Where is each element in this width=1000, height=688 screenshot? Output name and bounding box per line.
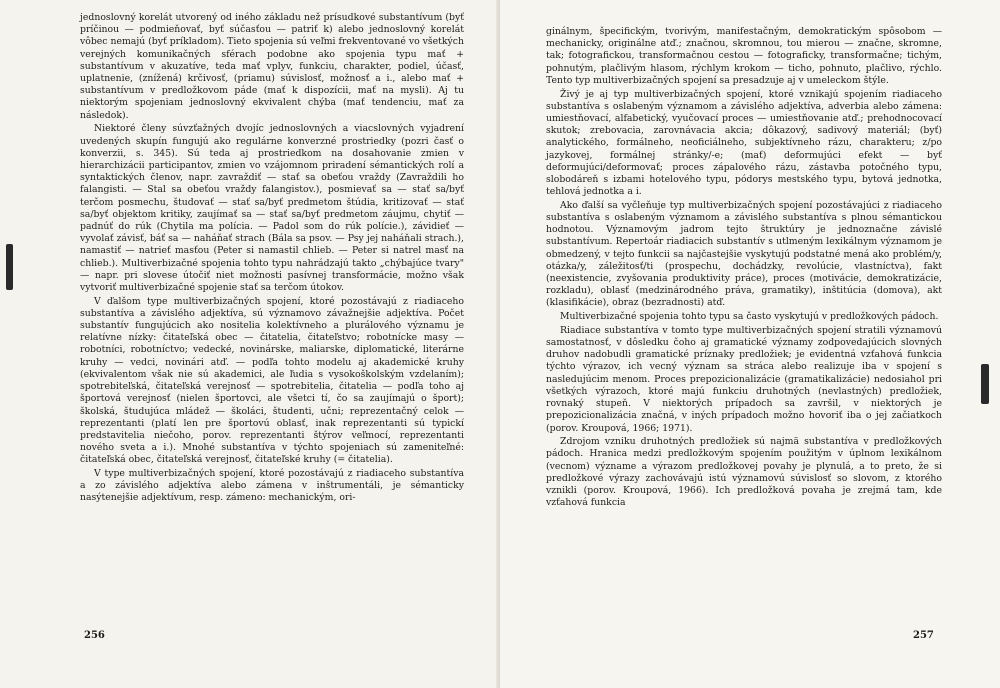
paragraph: Niektoré členy súvzťažných dvojíc jednoslovných a viacslovných vyjadrení uvedených skupín fungujú ako regulárne konverzné prostriedky (pozri časť o konverzii, s. 345). Sú teda aj prostriedkom na dosahovanie zmien v hierarchizácii participantov, zmien vo vzájomnom priradení sémantických rolí a syntaktických členov, napr. zavraždiť — stať sa obeťou vraždy (Zavraždili ho falangisti. — Stal sa obeťou vraždy falangistov.), posmievať sa — stať sa/byť terčom posmechu, študovať — stať sa/byť predmetom štúdia, kritizovať — stať sa/byť objektom kritiky, zaujímať sa — stať sa/byť predmetom záujmu, chytiť — padnúť do rúk (Chytila ma polícia. — Padol som do rúk polície.), závidieť — vyvolať závisť, báť sa — naháňať strach (Bála sa psov. — Psy jej naháňali strach.), namastiť — natrieť masťou (Peter si namastil chlieb. — Peter si natrel masť na chlieb.). Multiverbizačné spojenia tohto typu nahrádzajú takto „chýbajúce tvary" — napr. pri slovese útočiť niet možnosti pasívnej transformácie, možno však vytvoriť multiverbizačné spojenie stať sa terčom útokov. (80, 123, 464, 293)
paragraph: Živý je aj typ multiverbizačných spojení, ktoré vznikajú spojením riadiaceho substantíva s oslabeným významom a závislého adjektíva, adverbia alebo zámena: umiestňovací, alfabetický, vyučovací proces — umiestňovanie atď.; prehodnocovací skutok; zrebovacia, zarovnávacia akcia; dôkazový, sadivový materiál; (byť) analytického, formálneho, neoficiálneho, subjektívneho rázu, charakteru; z/po jazykovej, formálnej stránky/-e; (mať) deformujúci efekt — byť deformujúci/deformovať; proces zápalového rázu, zástavba potočného typu, slobodáreň s izbami hotelového typu, pódorys mestského typu, bytová jednotka, tehlová jednotka a i. (546, 88, 942, 198)
page-number: 256 (84, 630, 105, 641)
paragraph: V type multiverbizačných spojení, ktoré pozostávajú z riadiaceho substantíva a zo závislého adjektíva alebo zámena v inštrumentáli, je sémanticky nasýtenejšie adjektívum, resp. zámeno: mechanickým, ori- (80, 468, 464, 504)
page-number: 257 (913, 630, 934, 641)
right-page-text (546, 26, 942, 511)
scan-artifact (981, 364, 989, 404)
paragraph: ginálnym, špecifickým, tvorivým, manifestačným, demokratickým spôsobom — mechanicky, originálne atď.; značnou, skromnou, tou mierou — značne, skromne, tak; fotografickou, transformačnou cestou — fotograficky, transformačne; tichým, pohnutým, plačlivým hlasom, rýchlym krokom — ticho, pohnuto, plačlivo, rýchlo. Tento typ multiverbizačných spojení sa presadzuje aj v umeleckom štýle. (546, 26, 942, 86)
paragraph: Riadiace substantíva v tomto type multiverbizačných spojení stratili významovú samostatnosť, v dôsledku čoho aj gramatické významy zodpovedajúcich slovných druhov nadobudli gramatické príznaky predložiek; je evidentná vzťahová funkcia týchto výrazov, ich vecný význam sa stráca alebo realizuje iba v spojení s nasledujúcim menom. Proces prepozicionalizácie (gramatikalizácie) nedosiahol pri všetkých výrazoch, ktoré majú funkciu druhotných (nevlastných) predložiek, rovnaký stupeň. V niektorých prípadoch sa završil, v niektorých je prepozicionalizácia značná, v iných prípadoch možno hovoriť iba o jej začiatkoch (porov. Kroupová, 1966; 1971). (546, 324, 942, 434)
paragraph: Zdrojom vzniku druhotných predložiek sú najmä substantíva v predložkových pádoch. Hranica medzi predložkovým spojením použitým v úplnom lexikálnom (vecnom) význame a výrazom predložkovej povahy je plynulá, a to preto, že si predložkové výrazy zachovávajú istú významovú súvislosť so slovom, z ktorého vznikli (porov. Kroupová, 1966). Ich predložková povaha je zrejmá tam, kde vzťahová funkcia (546, 436, 942, 509)
scan-artifact (6, 244, 13, 290)
paragraph: Ako ďalší sa vyčleňuje typ multiverbizačných spojení pozostávajúci z riadiaceho substantíva s oslabeným významom a závislého substantíva s plnou sémantickou hodnotou. Významovým jadrom tejto štruktúry je jednoznačne závislé substantívum. Repertoár riadiacich substantív s utlmeným lexikálnym významom je obmedzený, v tejto funkcii sa najčastejšie vyskytujú podstatné mená ako problém/y, otázka/y, záležitosť/ti (prospechu, dochádzky, revolúcie, vlastníctva), fakt (neexistencie, zvyšovania produktivity práce), proces (motivácie, demokratizácie, rozkladu), oblasť (medzinárodného práva, gramatiky), inštitúcia (domova), akt (klasifikácie), obraz (bezradnosti) atď. (546, 199, 942, 309)
paragraph: V ďalšom type multiverbizačných spojení, ktoré pozostávajú z riadiaceho substantíva a závislého adjektíva, sú významovo závažnejšie adjektíva. Počet substantív fungujúcich ako nositelia kolektívneho a plurálového významu je relatívne nízky: čitateľská obec — čitatelia, čitateľstvo; robotnícke masy — robotníci, robotníctvo; vedecké, novinárske, maliarske, diplomatické, literárne kruhy — vedci, novinári atď. — podľa tohto modelu aj akademické kruhy (ekvivalentom však nie sú akademici, ale ľudia s vysokoškolským vzdelaním); spotrebiteľská, čitateľská verejnosť — spotrebitelia, čitatelia — podľa toho aj športová verejnosť (nielen športovci, ale všetci tí, čo sa zaujímajú o šport); školská, študujúca mládež — školáci, študenti, učni; reprezentačný celok — reprezentanti (platí len pre športovú oblasť, inak reprezentanti sú typickí predstavitelia niečoho, porov. reprezentanti štýrov veľmocí, reprezentanti nového sveta a i.). Mnohé substantíva v týchto spojeniach sú zameniteľné: čitateľská obec, čitateľská verejnosť, čitateľské kruhy (= čitatelia). (80, 295, 464, 466)
paragraph: jednoslovný korelát utvorený od iného základu než prísudkové substantívum (byť príčinou — podmieňovať, byť súčasťou — patriť k) alebo jednoslovný korelát vôbec nemajú (byť príkladom). Tieto spojenia sú veľmi frekventované vo všetkých verejných komunikačných sférach podobne ako spojenia typu mať + substantívum v akuzatíve, teda mať vplyv, funkciu, charakter, podiel, účasť, uplatnenie, (znížená) krčivosť, (priamu) súvislosť, možnosť a i., alebo mať + substantívum v predložkovom páde (mať k dispozícii, mať na mysli). Aj tu niektorým spojeniam jednoslovný ekvivalent chýba (mať tendenciu, mať za následok). (80, 12, 464, 121)
paragraph: Multiverbizačné spojenia tohto typu sa často vyskytujú v predložkových pádoch. (560, 311, 939, 323)
right-page (500, 0, 1000, 688)
left-page-text (80, 12, 464, 506)
